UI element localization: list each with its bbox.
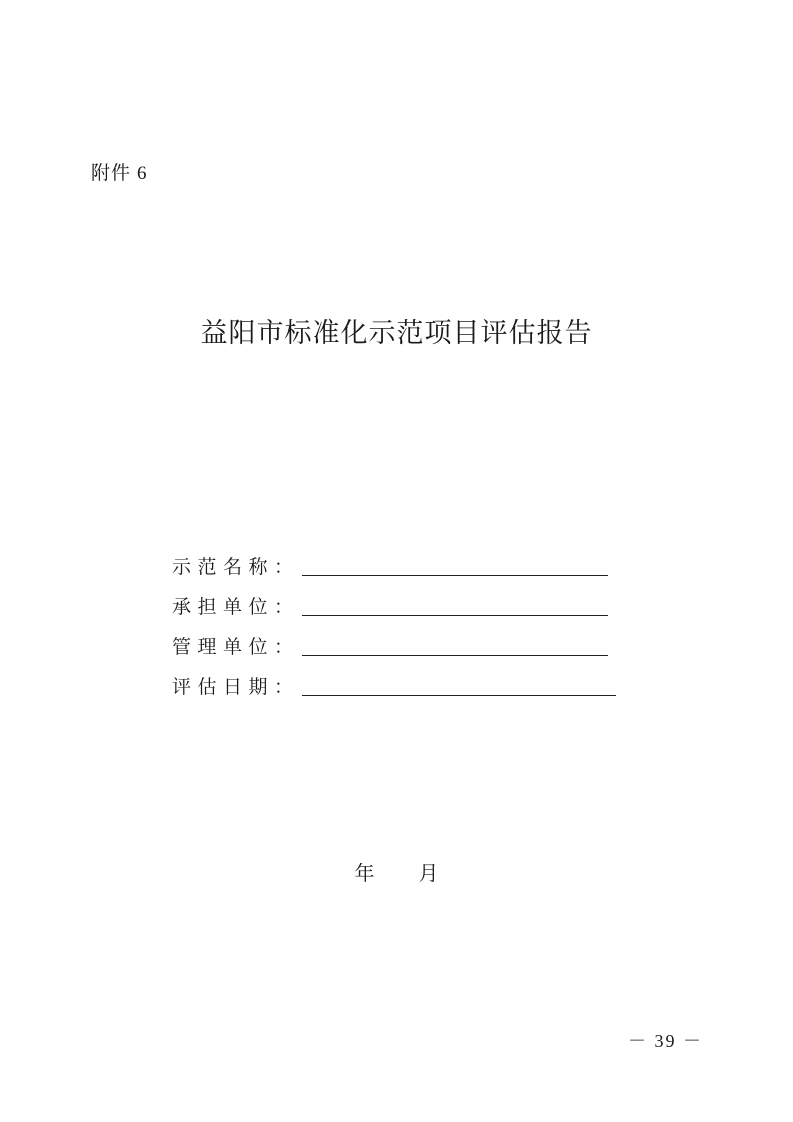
field-blank-management-unit: [302, 654, 608, 656]
field-row-demo-name: [172, 540, 616, 580]
field-blank-demo-name: [302, 574, 608, 576]
date-year: 年: [354, 861, 375, 885]
field-label-undertaking-unit: 承担单位：: [172, 596, 300, 618]
attachment-prefix: 附件: [91, 162, 132, 184]
field-label-management-unit: 管理单位：: [172, 636, 300, 658]
form-fields: [172, 540, 616, 700]
field-row-evaluation-date: [172, 660, 616, 700]
field-blank-undertaking-unit: [302, 614, 608, 616]
date-month: 月: [418, 861, 439, 885]
field-row-undertaking-unit: [172, 580, 616, 620]
field-blank-evaluation-date: [302, 694, 616, 696]
report-title: 益阳市标准化示范项目评估报告: [200, 318, 593, 349]
page-number: － 39 －: [628, 1031, 703, 1051]
field-label-evaluation-date: 评估日期：: [172, 676, 300, 698]
date-line: [0, 857, 793, 886]
attachment-label: [91, 158, 148, 185]
attachment-number: 6: [137, 163, 148, 184]
field-label-demo-name: 示范名称：: [172, 556, 300, 578]
field-row-management-unit: [172, 620, 616, 660]
